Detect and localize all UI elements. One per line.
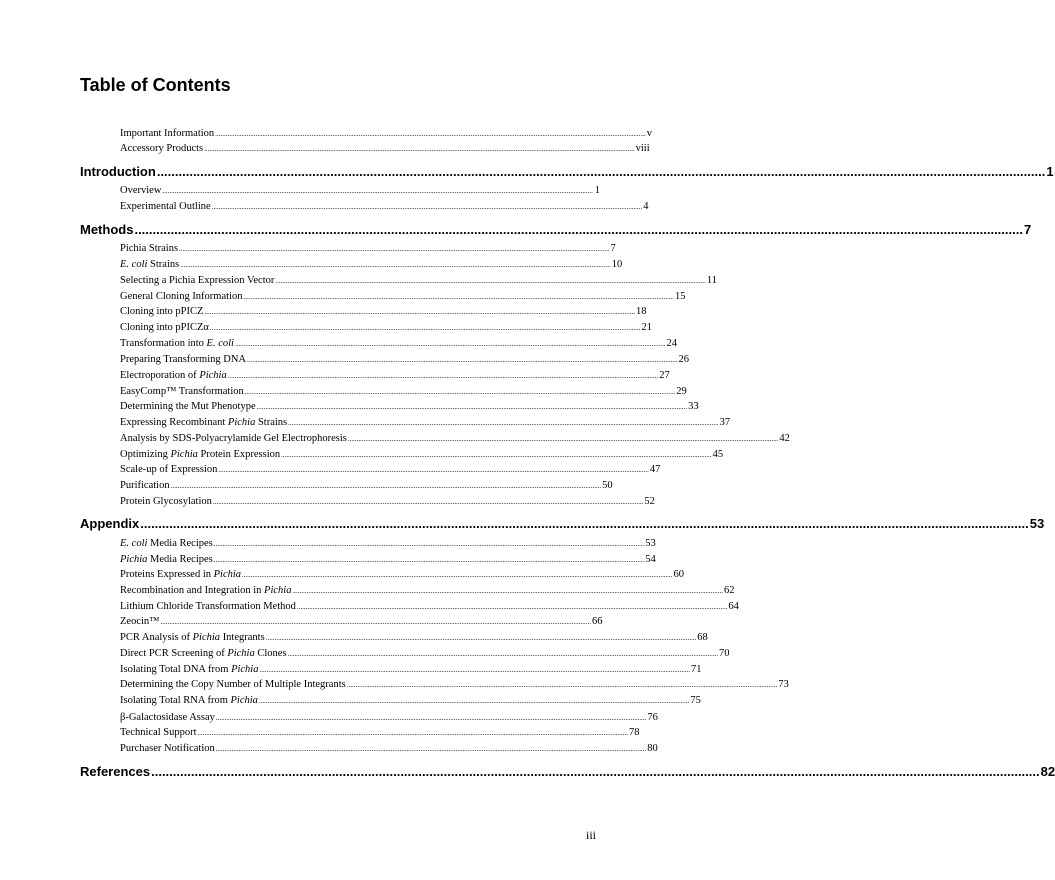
toc-entry-label-part: Pichia: [213, 569, 242, 580]
dot-leader: ......................................................................................................................................................................................................................................................: [215, 745, 647, 753]
toc-entry-page: 26: [678, 354, 689, 365]
toc-entry-page: 80: [647, 743, 658, 754]
toc-entry-page: 54: [645, 554, 656, 565]
dot-leader: ......................................................................................................................................................................................................................................................: [275, 277, 706, 285]
toc-entry-label: [120, 495, 212, 509]
toc-entry-label-part: Transformation into: [120, 338, 207, 349]
toc-entry-page: 82: [1040, 764, 1055, 779]
dot-leader: ......................................................................................................................................................................................................................................................: [211, 203, 643, 211]
dot-leader: ......................................................................................................................................................................................................................................................: [170, 482, 602, 490]
toc-entry-label: [120, 274, 274, 288]
toc-entry-label-part: Pichia: [264, 585, 292, 596]
toc-entry-label: [120, 742, 215, 756]
dot-leader: ......................................................................................................................................................................................................................................................: [204, 145, 635, 153]
toc-entry-label-part: Selecting a Pichia Expression Vector: [120, 275, 275, 286]
toc-entry-page: 21: [641, 322, 652, 333]
toc-entry-label-part: EasyComp™ Transformation: [120, 386, 244, 397]
toc-entry-label-part: Analysis by SDS-Polyacrylamide Gel Electrophoresis: [120, 433, 347, 444]
toc-entry[interactable]: [120, 678, 789, 692]
toc-entry-label-part: Overview: [120, 185, 162, 196]
dot-leader: ......................................................................................................................................................................................................................................................: [259, 666, 690, 674]
toc-entry-label-part: Strains: [147, 259, 180, 270]
dot-leader: ......................................................................................................................................................................................................................................................: [292, 587, 723, 595]
toc-entry-label-part: Pichia: [199, 370, 227, 381]
toc-section-entry[interactable]: [80, 221, 1032, 239]
toc-entry-label: [120, 448, 280, 462]
toc-entry-label-part: Recombination and Integration in: [120, 585, 265, 596]
toc-entry-label-part: Pichia: [227, 648, 255, 659]
toc-entry-label: [120, 694, 258, 708]
toc-entry[interactable]: [120, 726, 640, 740]
dot-leader: ......................................................................................................................................................................................................................................................: [209, 324, 641, 332]
dot-leader: ......................................................................................................................................................................................................................................................: [258, 697, 690, 705]
toc-entry[interactable]: [120, 385, 687, 399]
toc-entry-label: [120, 726, 197, 740]
dot-leader: ......................................................................................................................................................................................................................................................: [180, 261, 611, 269]
toc-entry[interactable]: [120, 321, 652, 335]
toc-entry[interactable]: [120, 495, 655, 509]
toc-entry-label-part: General Cloning Information: [120, 291, 243, 302]
dot-leader: ......................................................................................................................................................................................................................................................: [296, 603, 728, 611]
toc-entry-page: 1: [594, 185, 600, 196]
dot-leader: ......................................................................................................................................................................................................................................................: [265, 634, 697, 642]
toc-entry-page: 71: [690, 664, 702, 675]
toc-entry[interactable]: [120, 353, 689, 367]
dot-leader: ......................................................................................................................................................................................................................................................: [140, 516, 1029, 531]
toc-entry-label-part: Appendix: [80, 516, 140, 531]
toc-entry[interactable]: [120, 142, 650, 156]
toc-entry[interactable]: [120, 448, 724, 462]
toc-entry-page: 75: [690, 695, 701, 706]
toc-entry-label-part: Protein Glycosylation: [120, 496, 212, 507]
dot-leader: ......................................................................................................................................................................................................................................................: [281, 451, 712, 459]
dot-leader: ......................................................................................................................................................................................................................................................: [242, 571, 673, 579]
toc-entry[interactable]: [120, 615, 603, 629]
toc-entry-label-part: Isolating Total DNA from: [120, 664, 232, 675]
toc-entry-page: 60: [673, 569, 685, 580]
page-number: iii: [586, 828, 597, 842]
dot-leader: ......................................................................................................................................................................................................................................................: [243, 293, 674, 301]
dot-leader: ......................................................................................................................................................................................................................................................: [213, 540, 645, 548]
toc-entry-label-part: Lithium Chloride Transformation Method: [120, 601, 296, 612]
toc-entry-label: [120, 631, 265, 645]
toc-entry-label: [120, 463, 217, 477]
toc-entry-label-part: Determining the Mut Phenotype: [120, 401, 256, 412]
dot-leader: ......................................................................................................................................................................................................................................................: [204, 308, 635, 316]
toc-entry[interactable]: [120, 647, 730, 661]
toc-entry-page: 76: [647, 712, 658, 723]
toc-entry-page: 53: [645, 538, 656, 549]
dot-leader: ......................................................................................................................................................................................................................................................: [212, 498, 644, 506]
toc-entry-label-part: Pichia: [230, 695, 258, 706]
toc-section-entry[interactable]: [80, 763, 1055, 781]
toc-entry-label-part: Preparing Transforming DNA: [120, 354, 246, 365]
toc-entry-label: [120, 242, 178, 256]
dot-leader: ......................................................................................................................................................................................................................................................: [346, 681, 778, 689]
toc-entry-label-part: Proteins Expressed in: [120, 569, 214, 580]
toc-entry-page: 73: [778, 679, 789, 690]
toc-entry-page: 18: [635, 306, 647, 317]
toc-entry-label-part: Pichia: [170, 449, 198, 460]
toc-entry-page: 7: [610, 243, 616, 254]
toc-entry-page: 66: [591, 616, 603, 627]
toc-entry-page: 70: [719, 648, 730, 659]
dot-leader: ......................................................................................................................................................................................................................................................: [347, 435, 779, 443]
toc-entry[interactable]: [120, 600, 739, 614]
toc-entry-label: [120, 600, 296, 614]
toc-entry[interactable]: [120, 553, 656, 567]
toc-entry[interactable]: [120, 711, 658, 725]
toc-entry[interactable]: [120, 584, 735, 598]
dot-leader: ......................................................................................................................................................................................................................................................: [244, 388, 676, 396]
dot-leader: ......................................................................................................................................................................................................................................................: [287, 650, 719, 658]
toc-entry-label-part: Expressing Recombinant: [120, 417, 228, 428]
toc-entry-label: [120, 305, 203, 319]
toc-entry-label-part: E. coli: [120, 259, 148, 270]
dot-leader: ......................................................................................................................................................................................................................................................: [179, 245, 610, 253]
toc-entry-page: 78: [629, 727, 640, 738]
dot-leader: ......................................................................................................................................................................................................................................................: [162, 187, 593, 195]
toc-entry[interactable]: [120, 242, 616, 256]
toc-entry-label-part: Protein Expression: [197, 449, 281, 460]
toc-entry-label-part: Technical Support: [120, 727, 197, 738]
toc-section-entry[interactable]: [80, 515, 1045, 533]
toc-entry-page: 27: [659, 370, 670, 381]
toc-entry[interactable]: [120, 479, 613, 493]
toc-entry-label: [80, 763, 150, 781]
toc-entry-label-part: Pichia: [231, 664, 259, 675]
dot-leader: ......................................................................................................................................................................................................................................................: [215, 714, 647, 722]
toc-entry-label: [120, 711, 215, 725]
toc-entry-page: 7: [1023, 222, 1032, 237]
toc-entry-label-part: Accessory Products: [120, 143, 204, 154]
toc-entry-label-part: Clones: [254, 648, 287, 659]
toc-entry-label-part: Isolating Total RNA from: [120, 695, 231, 706]
dot-leader: ......................................................................................................................................................................................................................................................: [215, 130, 646, 138]
toc-entry-label: [120, 553, 213, 567]
toc-entry-label: [120, 258, 179, 272]
dot-leader: ......................................................................................................................................................................................................................................................: [256, 403, 688, 411]
toc-entry[interactable]: [120, 184, 600, 198]
toc-entry-page: v: [646, 128, 652, 139]
toc-entry-page: 10: [611, 259, 623, 270]
toc-entry-label-part: Pichia: [120, 554, 148, 565]
toc-entry[interactable]: [120, 400, 699, 414]
toc-entry-label: [120, 353, 246, 367]
toc-entry-label-part: Direct PCR Screening of: [120, 648, 228, 659]
toc-entry-page: 50: [602, 480, 613, 491]
toc-entry-label-part: Purchaser Notification: [120, 743, 215, 754]
dot-leader: ......................................................................................................................................................................................................................................................: [234, 340, 666, 348]
toc-entry-label-part: Zeocin™: [120, 616, 160, 627]
toc-entry-page: 29: [676, 386, 687, 397]
toc-entry-page: 4: [643, 201, 649, 212]
dot-leader: ......................................................................................................................................................................................................................................................: [197, 729, 629, 737]
toc-entry-label: [120, 385, 244, 399]
toc-entry-label-part: Pichia: [227, 417, 256, 428]
dot-leader: ......................................................................................................................................................................................................................................................: [151, 764, 1040, 779]
toc-entry-page: viii: [635, 143, 650, 154]
toc-entry[interactable]: [120, 416, 731, 430]
toc-entry-label-part: Strains: [255, 417, 288, 428]
toc-entry-label-part: β-Galactosidase Assay: [120, 712, 215, 723]
dot-leader: ......................................................................................................................................................................................................................................................: [160, 618, 591, 626]
toc-entry-page: 24: [666, 338, 677, 349]
toc-entry-label-part: Scale-up of Expression: [120, 464, 218, 475]
toc-entry-label-part: Optimizing: [120, 449, 171, 460]
toc-entry-label: [80, 515, 139, 533]
toc-entry[interactable]: [120, 663, 702, 677]
toc-entry-page: 15: [674, 291, 686, 302]
toc-entry-label: [120, 321, 209, 335]
toc-entry[interactable]: [120, 631, 708, 645]
toc-entry[interactable]: [120, 127, 652, 141]
dot-leader: ......................................................................................................................................................................................................................................................: [247, 356, 678, 364]
toc-entry-page: 1: [1046, 164, 1054, 179]
dot-leader: ......................................................................................................................................................................................................................................................: [218, 466, 649, 474]
dot-leader: ......................................................................................................................................................................................................................................................: [288, 419, 719, 427]
toc-entry-label: [120, 127, 214, 141]
dot-leader: ......................................................................................................................................................................................................................................................: [134, 222, 1023, 237]
toc-entry-label: [120, 184, 161, 198]
toc-entry-label: [120, 142, 203, 156]
toc-entry-label: [120, 678, 346, 692]
toc-entry-label-part: Purification: [120, 480, 170, 491]
toc-entry-label-part: Media Recipes: [147, 554, 213, 565]
toc-entry-label: [80, 221, 133, 239]
toc-entry[interactable]: [120, 258, 623, 272]
toc-entry-label-part: Electroporation of: [120, 370, 200, 381]
toc-entry-label: [120, 337, 234, 351]
toc-entry-label: [120, 400, 256, 414]
toc-entry-label: [120, 615, 159, 629]
toc-entry-label-part: Cloning into pPICZα: [120, 322, 209, 333]
toc-entry-label-part: Methods: [80, 222, 134, 237]
dot-leader: ......................................................................................................................................................................................................................................................: [213, 556, 645, 564]
toc-entry-label-part: Media Recipes: [147, 538, 213, 549]
toc-entry-label-part: Cloning into pPICZ: [120, 306, 204, 317]
toc-entry-label: [80, 163, 156, 181]
toc-entry-label-part: Important Information: [120, 128, 215, 139]
toc-entry-label-part: Determining the Copy Number of Multiple Integrants: [120, 679, 346, 690]
toc-entry-page: 42: [779, 433, 790, 444]
toc-entry-label: [120, 647, 287, 661]
dot-leader: ......................................................................................................................................................................................................................................................: [227, 372, 659, 380]
toc-entry-page: 33: [688, 401, 699, 412]
toc-entry-page: 47: [649, 464, 661, 475]
toc-entry[interactable]: [120, 463, 661, 477]
toc-entry-label: [120, 416, 287, 430]
toc-entry-label-part: References: [80, 764, 151, 779]
toc-entry-page: 45: [712, 449, 724, 460]
toc-entry[interactable]: [120, 369, 670, 383]
toc-entry-label: [120, 663, 258, 677]
toc-entry-label-part: E. coli: [206, 338, 234, 349]
toc-entry-page: 52: [644, 496, 655, 507]
toc-entry-label-part: PCR Analysis of: [120, 632, 193, 643]
dot-leader: ......................................................................................................................................................................................................................................................: [156, 164, 1046, 179]
toc-entry-label: [120, 200, 211, 214]
toc-entry[interactable]: [120, 274, 717, 288]
toc-entry-page: 64: [728, 601, 739, 612]
toc-entry[interactable]: [120, 694, 701, 708]
toc-entry[interactable]: [120, 432, 790, 446]
toc-entry-label: [120, 584, 291, 598]
toc-entry-page: 11: [706, 275, 717, 286]
toc-entry-label-part: Integrants: [220, 632, 265, 643]
toc-entry-page: 37: [719, 417, 731, 428]
toc-entry[interactable]: [120, 200, 649, 214]
toc-entry-label: [120, 369, 227, 383]
toc-entry-label: [120, 537, 213, 551]
toc-entry[interactable]: [120, 568, 685, 582]
toc-entry[interactable]: [120, 742, 658, 756]
page-title: Table of Contents: [80, 75, 231, 95]
toc-entry-label: [120, 290, 242, 304]
toc-entry[interactable]: [120, 305, 647, 319]
toc-entry-label: [120, 568, 241, 582]
toc-entry-label-part: E. coli: [120, 538, 148, 549]
toc-entry-label: [120, 479, 170, 493]
toc-entry-label-part: Introduction: [80, 164, 156, 179]
toc-section-entry[interactable]: [80, 163, 1054, 181]
toc-entry[interactable]: [120, 537, 656, 551]
toc-entry-page: 53: [1029, 516, 1045, 531]
toc-entry[interactable]: [120, 337, 677, 351]
toc-entry-page: 68: [697, 632, 708, 643]
toc-entry-label: [120, 432, 347, 446]
toc-entry[interactable]: [120, 290, 686, 304]
toc-entry-label-part: Experimental Outline: [120, 201, 211, 212]
toc-entry-label-part: Pichia Strains: [120, 243, 179, 254]
toc-entry-label-part: Pichia: [192, 632, 221, 643]
toc-entry-page: 62: [723, 585, 735, 596]
